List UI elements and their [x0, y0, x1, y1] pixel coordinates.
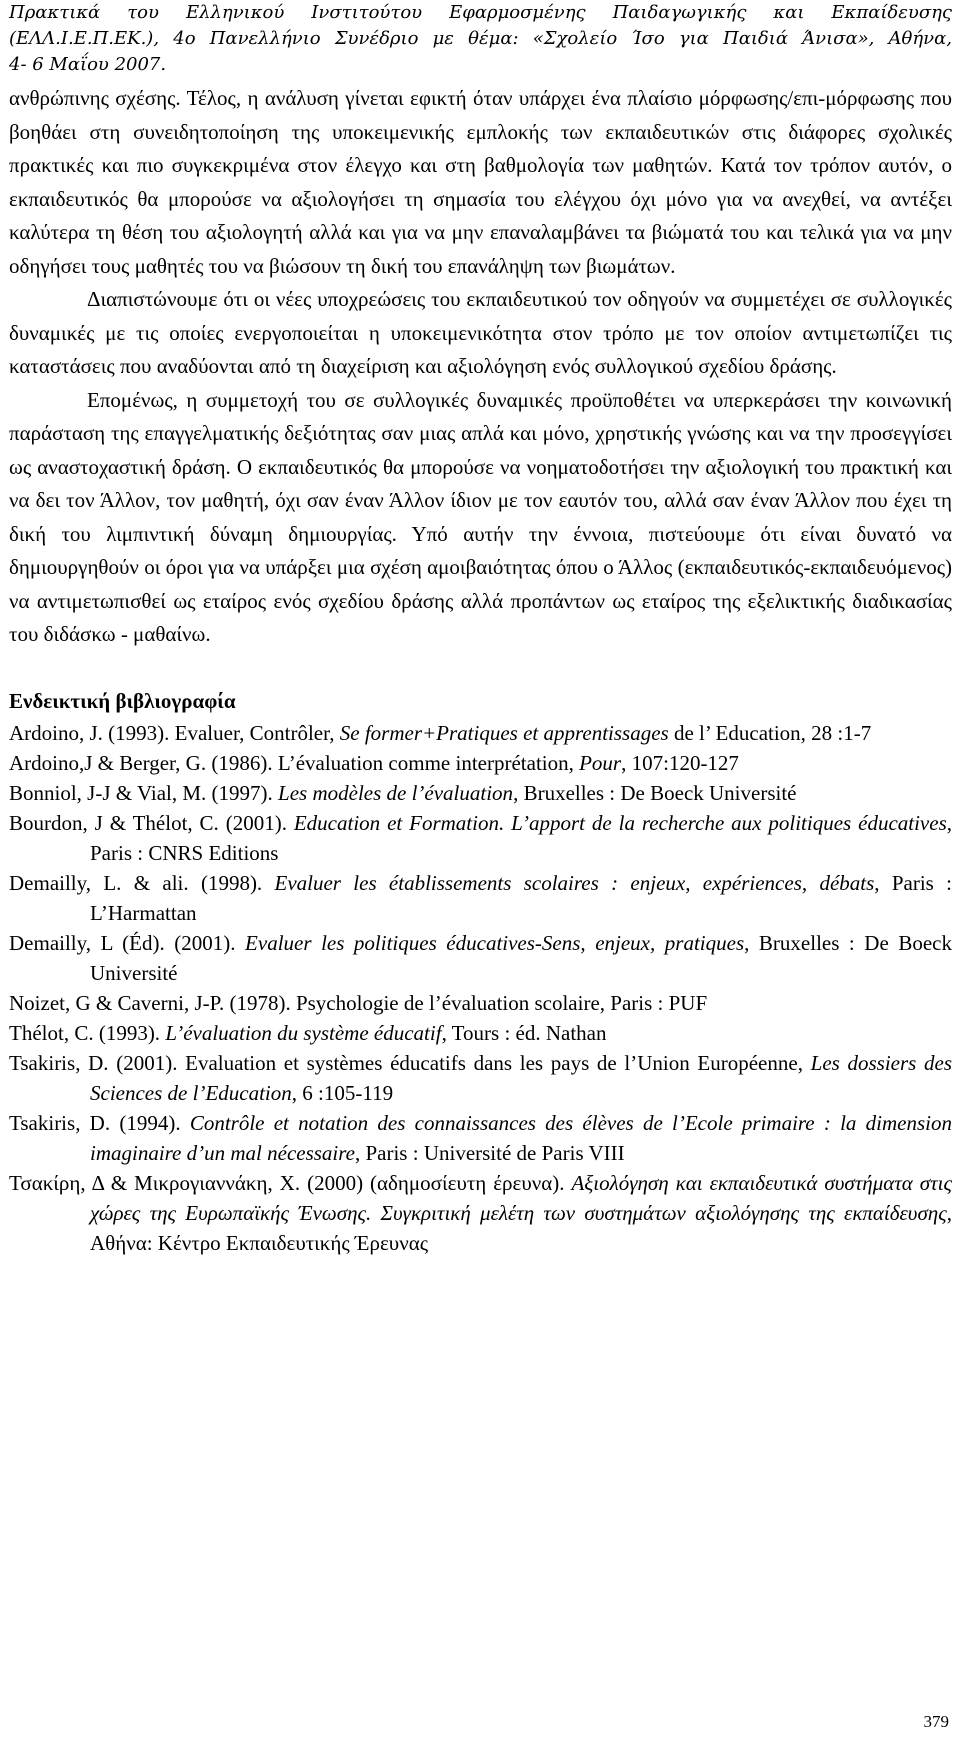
bibliography-heading: Ενδεικτική βιβλιογραφία	[9, 688, 236, 713]
header-line: (ΕΛΛ.Ι.Ε.Π.ΕΚ.), 4ο Πανελλήνιο Συνέδριο με θέμα: «Σχολείο Ίσο για Παιδιά Άνισα», Αθήνα,	[9, 28, 952, 49]
reference-item: Demailly, L. & ali. (1998). Evaluer les établissements scolaires : enjeux, expériences, débats, Paris : L’Harmattan	[9, 870, 952, 925]
paragraph: Επομένως, η συμμετοχή του σε συλλογικές δυναμικές προϋποθέτει να υπερκεράσει την κοινωνική παράσταση της επαγγελματικής δεξιότητας σαν μιας απλά και μόνο, χρηστικής γνώσης και να την προσεγγίσει ως αναστοχαστική δράση. Ο εκπαιδευτικός θα μπορούσε να νοηματοδοτήσει την αξιολογική του πρακτική και να δει τον Άλλον, τον μαθητή, όχι σαν έναν Άλλον ίδιον με τον εαυτόν του, αλλά σαν έναν Άλλον που έχει τη δική του λιμπιντική δύναμη δημιουργίας. Υπό αυτήν την έννοια, πιστεύουμε ότι είναι δυνατό να δημιουργηθούν οι όροι για να υπάρξει μια σχέση αμοιβαιότητας όπου ο Άλλος (εκπαιδευτικός-εκπαιδευόμενος) να αντιμετωπισθεί ως εταίρος ενός σχεδίου δράσης αλλά προπάντων ως εταίρος της εξελικτικής διαδικασίας του διδάσκω - μαθαίνω.	[9, 387, 952, 646]
body-text	[9, 82, 952, 652]
reference-item: Bonniol, J-J & Vial, M. (1997). Les modèles de l’évaluation, Bruxelles : De Boeck Université	[9, 780, 797, 805]
paragraph: ανθρώπινης σχέσης. Τέλος, η ανάλυση γίνεται εφικτή όταν υπάρχει ένα πλαίσιο μόρφωσης/επι-μόρφωσης που βοηθάει στη συνειδητοποίηση της υποκειμενικής εμπλοκής των εκπαιδευτικών στις διάφορες σχολικές πρακτικές και πιο συγκεκριμένα στον έλεγχο και στη βαθμολογία των μαθητών. Κατά τον τρόπον αυτόν, ο εκπαιδευτικός θα μπορούσε να αξιολογήσει τη σημασία του ελέγχου όχι μόνο για να ανεχθεί, να αντέξει καλύτερα τη θέση του αξιολογητή αλλά και για να μην επαναλαμβάνει τα βιώματά του και τελικά για να μην οδηγήσει τους μαθητές του να βιώσουν τη δική του επανάληψη των βιωμάτων.	[9, 86, 952, 278]
reference-item: Ardoino, J. (1993). Evaluer, Contrôler, Se former+Pratiques et apprentissages de l’ Education, 28 :1-7	[9, 720, 872, 745]
reference-list	[9, 718, 952, 1258]
reference-item: Bourdon, J & Thélot, C. (2001). Education et Formation. L’apport de la recherche aux politiques éducatives, Paris : CNRS Editions	[9, 810, 952, 865]
reference-item: Tsakiris, D. (2001). Evaluation et systèmes éducatifs dans les pays de l’Union Européenne, Les dossiers des Sciences de l’Education, 6 :105-119	[9, 1050, 953, 1105]
reference-item: Tsakiris, D. (1994). Contrôle et notation des connaissances des élèves de l’Ecole primaire : la dimension imaginaire d’un mal nécessaire, Paris : Université de Paris VIII	[9, 1110, 952, 1165]
reference-item: Demailly, L (Éd). (2001). Evaluer les politiques éducatives-Sens, enjeux, pratiques, Bruxelles : De Boeck Université	[9, 930, 952, 985]
page-number: 379	[923, 1712, 949, 1731]
header-line: Πρακτικά του Ελληνικού Ινστιτούτου Εφαρμοσμένης Παιδαγωγικής και Εκπαίδευσης	[9, 2, 952, 23]
reference-item: Ardoino,J & Berger, G. (1986). L’évaluation comme interprétation, Pour, 107:120-127	[9, 750, 739, 775]
header-line: 4- 6 Μαΐου 2007.	[9, 54, 167, 75]
reference-item: Τσακίρη, Δ & Μικρογιαννάκη, Χ. (2000) (αδημοσίευτη έρευνα). Αξιολόγηση και εκπαιδευτικά συστήματα στις χώρες της Ευρωπαϊκής Ένωσης. Συγκριτική μελέτη των συστημάτων αξιολόγησης της εκπαίδευσης, Αθήνα: Κέντρο Εκπαιδευτικής Έρευνας	[9, 1170, 952, 1255]
reference-item: Thélot, C. (1993). L’évaluation du système éducatif, Tours : éd. Nathan	[9, 1020, 607, 1045]
paragraph: Διαπιστώνουμε ότι οι νέες υποχρεώσεις του εκπαιδευτικού τον οδηγούν να συμμετέχει σε συλλογικές δυναμικές με τις οποίες ενεργοποιείται η υποκειμενικότητα στον τρόπο με τον οποίον αντιμετωπίζει τις καταστάσεις που αναδύονται από τη διαχείριση και αξιολόγηση ενός συλλογικού σχεδίου δράσης.	[9, 287, 952, 378]
conference-header	[9, 0, 952, 78]
reference-item: Noizet, G & Caverni, J-P. (1978). Psychologie de l’évaluation scolaire, Paris : PUF	[9, 990, 708, 1015]
